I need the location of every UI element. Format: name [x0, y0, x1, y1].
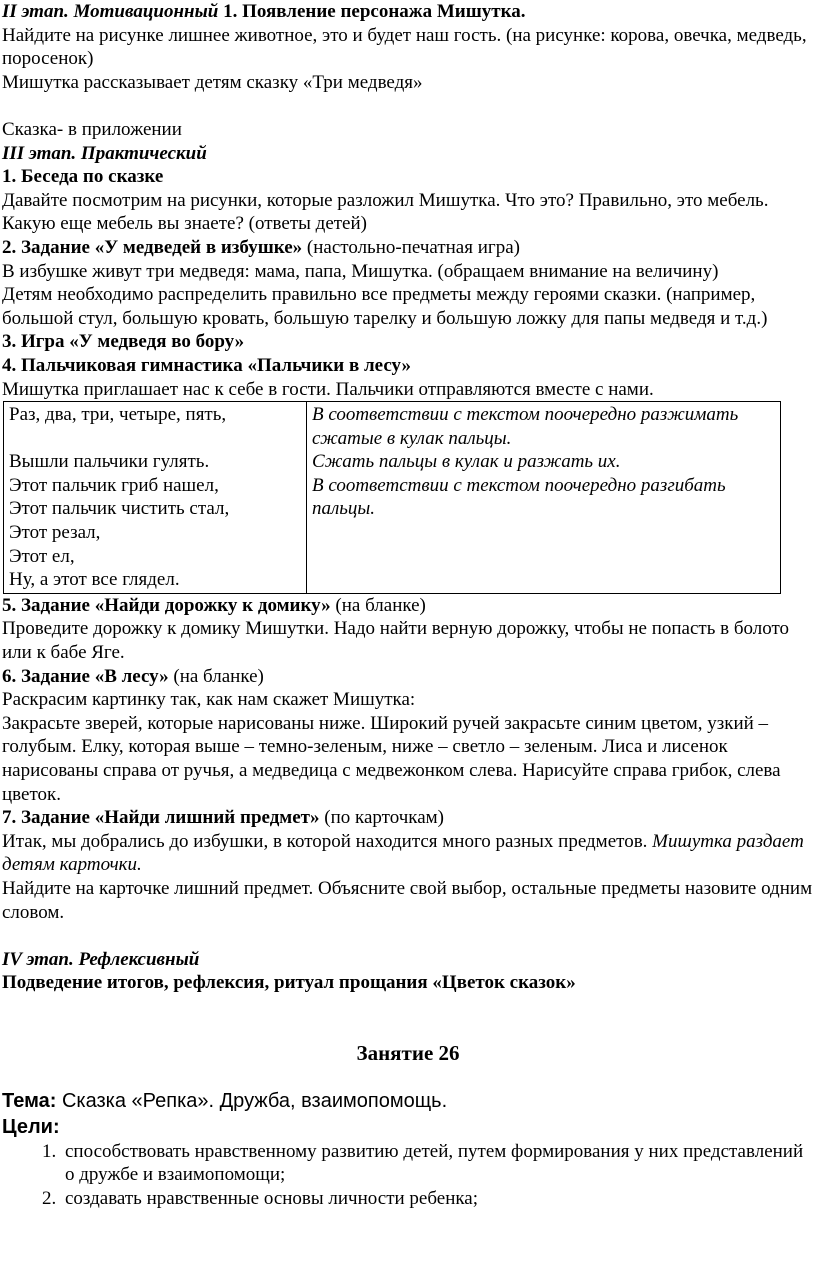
lesson-topic: Тема: Сказка «Репка». Дружба, взаимопомощь. [2, 1089, 448, 1112]
paragraph: Итак, мы добрались до избушки, в которой находится много разных предметов. Мишутка раздает детям карточки. [2, 830, 804, 876]
paragraph: Подведение итогов, рефлексия, ритуал прощания «Цветок сказок» [2, 972, 576, 994]
stage-label: II этап. Мотивационный [2, 1, 219, 22]
list-item: 2. создавать нравственные основы личности ребенка; [61, 1187, 814, 1211]
task-title: 5. Задание «Найди дорожку к домику» (на бланке) [2, 594, 426, 616]
task-title: 3. Игра «У медведя во бору» [2, 331, 245, 353]
paragraph: Раскрасим картинку так, как нам скажет Мишутка: [2, 689, 416, 711]
paragraph: Проведите дорожку к домику Мишутки. Надо найти верную дорожку, чтобы не попасть в болото или к бабе Яге. [2, 618, 790, 664]
poem-cell [4, 402, 307, 594]
action-text: Сжать пальцы в кулак и разжать их. [312, 451, 621, 473]
task-title: 4. Пальчиковая гимнастика «Пальчики в лесу» [2, 354, 411, 376]
stage2-heading [2, 0, 814, 24]
poem-line: Этот ел, [9, 545, 75, 567]
goals-list [2, 1140, 814, 1211]
poem-line: Этот пальчик гриб нашел, [9, 474, 219, 496]
paragraph: Мишутка рассказывает детям сказку «Три медведя» [2, 71, 423, 93]
poem-line: Вышли пальчики гулять. [9, 451, 210, 473]
list-item: 1. способствовать нравственному развитию детей, путем формирования у них представлений о дружбе и взаимопомощи; [61, 1140, 814, 1187]
finger-game-table [3, 401, 781, 594]
poem-line: Ну, а этот все глядел. [9, 569, 180, 591]
stage-item: 1. Появление персонажа Мишутка. [223, 1, 526, 22]
stage4-heading: IV этап. Рефлексивный [2, 948, 200, 970]
action-text: В соответствии с текстом поочередно разгибать пальцы. [312, 474, 726, 520]
paragraph: Найдите на карточке лишний предмет. Объясните свой выбор, остальные предметы назовите одним словом. [2, 877, 813, 923]
paragraph: Найдите на рисунке лишнее животное, это и будет наш гость. (на рисунке: корова, овечка, медведь, поросенок) [2, 24, 807, 70]
lesson-title: Занятие 26 [356, 1040, 460, 1065]
task-title: 6. Задание «В лесу» (на бланке) [2, 665, 264, 687]
task-title: 2. Задание «У медведей в избушке» (настольно-печатная игра) [2, 236, 520, 258]
goals-heading: Цели: [2, 1115, 60, 1138]
actions-cell [307, 402, 781, 594]
poem-line: Этот пальчик чистить стал, [9, 498, 230, 520]
poem-line: Этот резал, [9, 522, 101, 544]
paragraph: Давайте посмотрим на рисунки, которые разложил Мишутка. Что это? Правильно, это мебель. Какую еще мебель вы знаете? (ответы детей) [2, 189, 769, 235]
paragraph: Сказка- в приложении [2, 118, 182, 140]
task-title: 1. Беседа по сказке [2, 166, 164, 188]
task-title: 7. Задание «Найди лишний предмет» (по карточкам) [2, 807, 444, 829]
paragraph: В избушке живут три медведя: мама, папа, Мишутка. (обращаем внимание на величину) [2, 260, 719, 282]
poem-line: Раз, два, три, четыре, пять, [9, 404, 227, 426]
action-text: В соответствии с текстом поочередно разжимать сжатые в кулак пальцы. [312, 404, 739, 449]
paragraph: Мишутка приглашает нас к себе в гости. Пальчики отправляются вместе с нами. [2, 378, 654, 400]
stage3-heading: III этап. Практический [2, 142, 207, 164]
paragraph: Закрасьте зверей, которые нарисованы ниже. Широкий ручей закрасьте синим цветом, узкий – голубым. Елку, которая выше – темно-зеленым, ниже – светло – зеленым. Лиса и лисенок нарисованы справа от ручья, а медведица с медвежонком слева. Нарисуйте справа грибок, слева цветок. [2, 712, 781, 805]
paragraph: Детям необходимо распределить правильно все предметы между героями сказки. (например, большой стул, большую кровать, большую тарелку и большую ложку для папы медведя и т.д.) [2, 284, 768, 329]
poem-line [9, 427, 301, 451]
